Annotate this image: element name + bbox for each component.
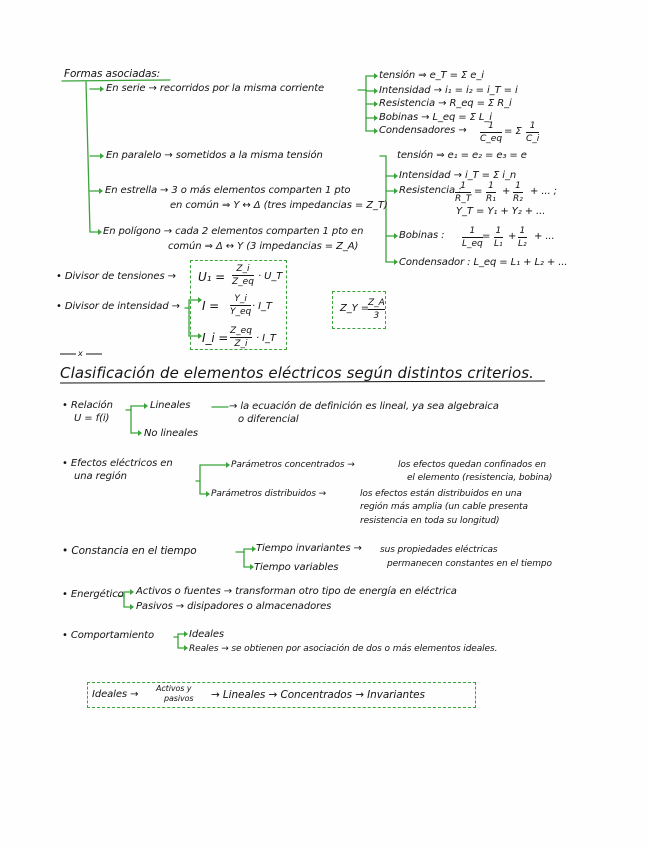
paralelo-res-tail: + ... ;: [530, 186, 557, 197]
paralelo-bob-frac-1: 1 L_eq: [462, 226, 483, 249]
paralelo-bob-tail: + ...: [534, 231, 555, 242]
serie-resistencia: Resistencia → R_eq = Σ R_i: [379, 98, 512, 109]
summary-ideales: Ideales →: [92, 689, 139, 700]
distribuidos-desc-1: los efectos están distribuidos en una: [360, 489, 522, 499]
activos-fuentes: Activos o fuentes → transforman otro tipo de energía en eléctrica: [136, 586, 457, 597]
criterio-efectos: • Efectos eléctricos en: [62, 458, 173, 469]
divisor-int1-rhs: · I_T: [252, 301, 272, 312]
divisor-int2-lhs: I_i =: [202, 331, 229, 345]
serie-cond-frac: 1 C_eq: [480, 121, 503, 144]
paralelo-admitancia: Y_T = Y₁ + Y₂ + ...: [456, 206, 546, 217]
paralelo-bob-frac-2: 1 L₁: [494, 226, 503, 249]
paralelo-tension: tensión ⇒ e₁ = e₂ = e₃ = e: [397, 150, 527, 161]
serie-bobinas: Bobinas → L_eq = Σ L_i: [379, 112, 492, 123]
reales: Reales → se obtienen por asociación de dos o más elementos ideales.: [189, 644, 498, 654]
assoc-estrella-1: En estrella → 3 o más elementos comparten 1 pto: [105, 185, 351, 196]
paralelo-condensador: Condensador : L_eq = L₁ + L₂ + ...: [399, 257, 568, 268]
lineales-desc-2: o diferencial: [238, 414, 299, 425]
distribuidos-desc-2: región más amplia (un cable presenta: [360, 502, 528, 512]
paralelo-res-frac-1: 1 R_T: [455, 181, 472, 204]
paralelo-bobinas: Bobinas :: [399, 230, 445, 241]
paralelo-res-frac-2: 1 R₁: [486, 181, 496, 204]
criterio-efectos-2: una región: [74, 471, 127, 482]
paralelo-intensidad: Intensidad → i_T = Σ i_n: [399, 170, 517, 181]
invariantes-desc-2: permanecen constantes en el tiempo: [387, 559, 552, 569]
summary-pasivos: pasivos: [164, 694, 194, 703]
criterio-energetico: • Energético: [62, 589, 124, 600]
parametros-concentrados: Parámetros concentrados →: [231, 460, 355, 470]
divisor-int1-frac: Y_i Y_eq: [230, 294, 252, 317]
divisor-tension-frac: Z_i Z_eq: [232, 264, 254, 287]
assoc-poligono-1: En polígono → cada 2 elementos comparten 1 pto en: [103, 226, 364, 237]
paralelo-res-frac-3: 1 R₂: [513, 181, 523, 204]
zy-lhs: Z_Y =: [340, 303, 370, 314]
summary-resto: → Lineales → Concentrados → Invariantes: [211, 689, 425, 701]
serie-cond-mid: = Σ: [504, 126, 522, 137]
paralelo-bob-frac-3: 1 L₂: [518, 226, 527, 249]
separator: x: [78, 349, 83, 358]
criterio-relacion-2: U = f(i): [74, 413, 110, 424]
criterio-constancia: • Constancia en el tiempo: [62, 545, 197, 557]
no-lineales: No lineales: [144, 428, 198, 439]
serie-intensidad: Intensidad → i₁ = i₂ = i_T = i: [379, 85, 518, 96]
divisor-int2-rhs: · I_T: [256, 333, 276, 344]
lineales: Lineales: [150, 400, 191, 411]
distribuidos-desc-3: resistencia en toda su longitud): [360, 516, 500, 526]
paralelo-resistencia: Resistencia :: [399, 185, 462, 196]
pasivos: Pasivos → disipadores o almacenadores: [136, 601, 332, 612]
criterio-comportamiento: • Comportamiento: [62, 630, 154, 641]
lineales-desc-1: → la ecuación de definición es lineal, ya sea algebraica: [229, 401, 499, 412]
assoc-serie: En serie → recorridos por la misma corriente: [106, 83, 325, 94]
divisor-int2-frac: Z_eq Z_i: [230, 326, 252, 349]
divisor-tension-lhs: U₁ =: [198, 270, 226, 284]
assoc-estrella-2: en común ⇒ Y ↔ Δ (tres impedancias = Z_T): [170, 200, 388, 211]
assoc-paralelo: En paralelo → sometidos a la misma tensión: [106, 150, 323, 161]
divisor-tension-label: • Divisor de tensiones →: [56, 271, 176, 282]
summary-activos: Activos y: [156, 684, 192, 693]
concentrados-desc-2: el elemento (resistencia, bobina): [407, 473, 553, 483]
tiempo-invariantes: Tiempo invariantes →: [256, 543, 362, 554]
divisor-int1-lhs: I =: [202, 299, 220, 313]
ideales: Ideales: [189, 629, 225, 640]
divisor-tension-rhs: · U_T: [258, 271, 283, 282]
serie-tension: tensión ⇒ e_T = Σ e_i: [379, 70, 484, 81]
serie-condensadores: Condensadores →: [379, 125, 467, 136]
assoc-title: Formas asociadas:: [64, 68, 161, 80]
invariantes-desc-1: sus propiedades eléctricas: [380, 545, 498, 555]
divisor-intensidad-label: • Divisor de intensidad →: [56, 301, 180, 312]
criterio-relacion: • Relación: [62, 400, 113, 411]
section-heading: Clasificación de elementos eléctricos según distintos criterios.: [60, 364, 535, 382]
concentrados-desc-1: los efectos quedan confinados en: [398, 460, 546, 470]
assoc-poligono-2: común ⇒ Δ ↔ Y (3 impedancias = Z_A): [168, 241, 359, 252]
serie-cond-frac-2: 1 C_i: [526, 121, 540, 144]
parametros-distribuidos: Parámetros distribuidos →: [211, 489, 327, 499]
tiempo-variables: Tiempo variables: [254, 562, 339, 573]
zy-frac: Z_A 3: [368, 298, 385, 321]
